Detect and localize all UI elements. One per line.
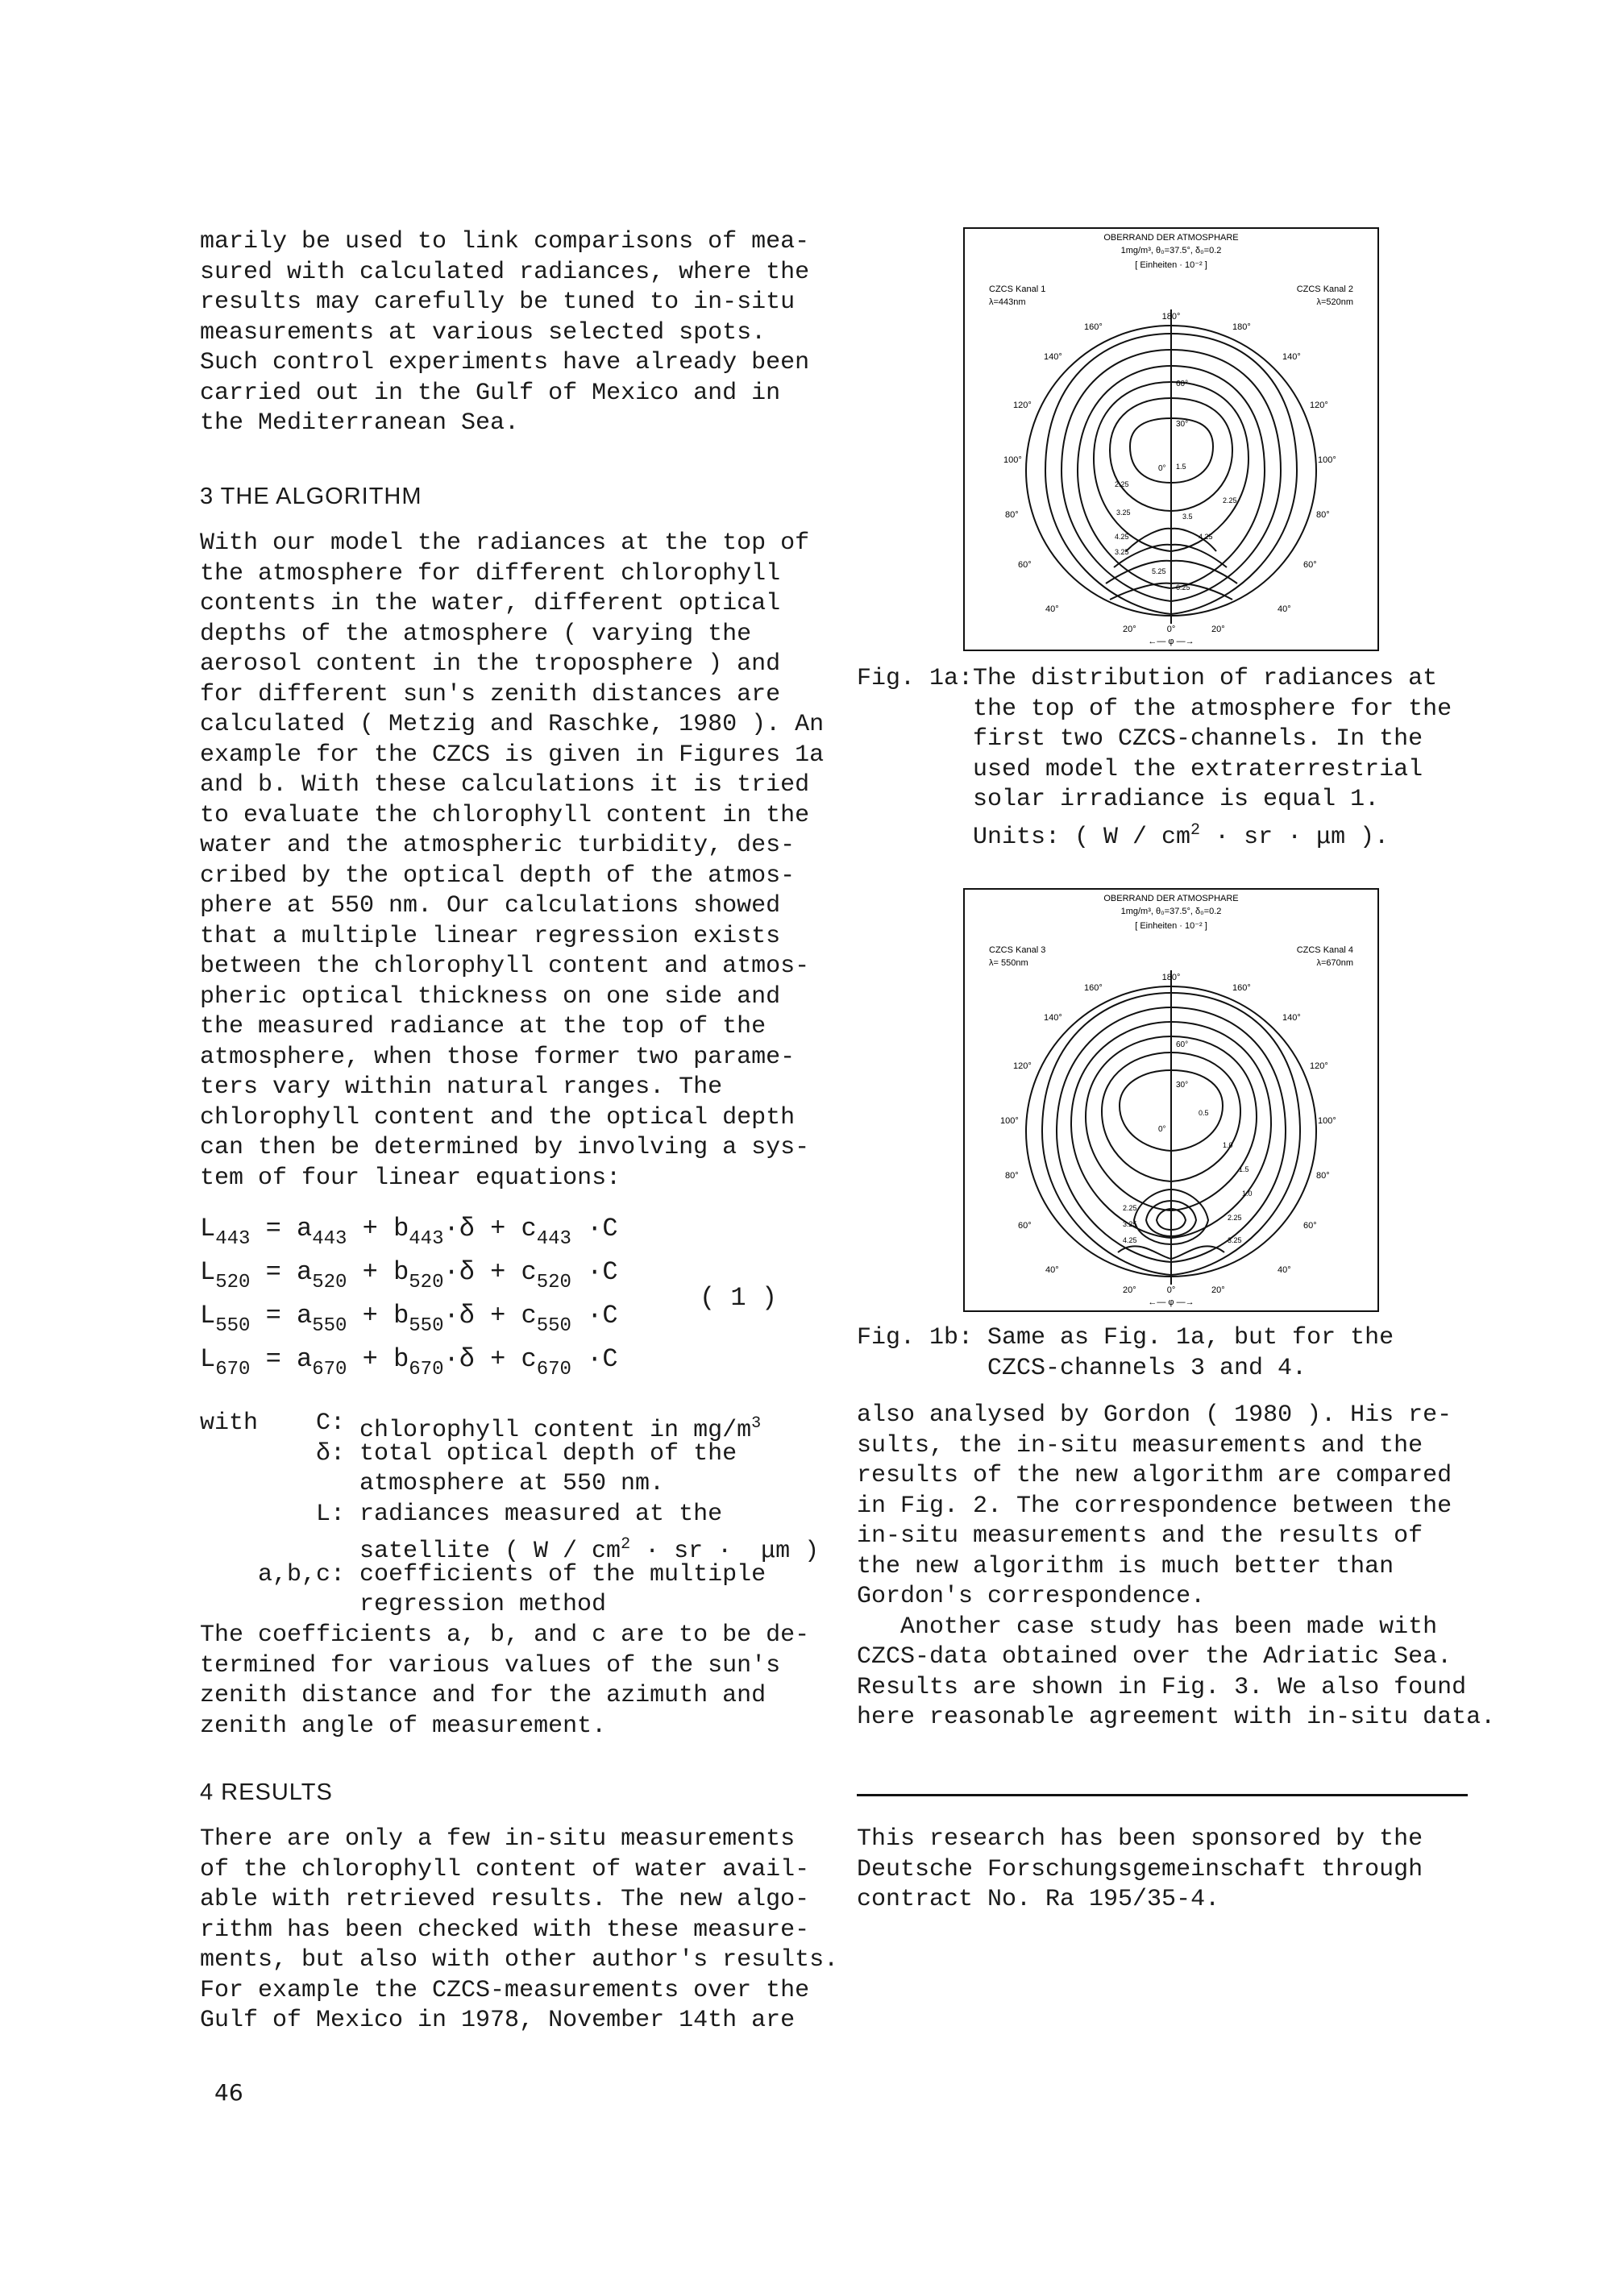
- section-4-heading: 4 RESULTS: [200, 1779, 333, 1805]
- fig1b-axis-marker: ←— φ —→: [1148, 1297, 1194, 1307]
- eq-c-subscript: 670: [536, 1359, 571, 1381]
- def-text-delta: total optical depth of the: [359, 1439, 737, 1468]
- section-3-line: the measured radiance at the top of the: [200, 1013, 767, 1040]
- section-4-paragraph: [200, 1825, 839, 2037]
- fig1b-angle: 80°: [1005, 1171, 1019, 1181]
- fig1b-angle: 120°: [1013, 1061, 1032, 1071]
- intro-line: marily be used to link comparisons of mea-: [200, 228, 810, 255]
- fig1b-angle: 100°: [1000, 1116, 1019, 1126]
- fig-1a-caption-line: first two CZCS-channels. In the: [973, 725, 1423, 753]
- footnote-line: Deutsche Forschungsgemeinschaft through: [857, 1855, 1423, 1883]
- section-3-line: depths of the atmosphere ( varying the: [200, 620, 752, 648]
- footnote-rule: [857, 1794, 1468, 1796]
- eq-op: +: [347, 1257, 394, 1287]
- coefficients-paragraph: [200, 1621, 821, 1742]
- coefficients-line: termined for various values of the sun's: [200, 1651, 781, 1679]
- fig1b-angle: 60°: [1303, 1221, 1317, 1231]
- eq-op: ·C: [571, 1344, 618, 1374]
- eq-a-subscript: 550: [312, 1315, 347, 1337]
- section-4-line: For example the CZCS-measurements over the: [200, 1976, 810, 2004]
- section-3-line: chlorophyll content and the optical depth: [200, 1103, 796, 1131]
- fig1a-angle: 80°: [1316, 510, 1330, 520]
- eq-c-subscript: 520: [536, 1272, 571, 1293]
- eq-b: b: [393, 1257, 409, 1287]
- section-3-line: to evaluate the chlorophyll content in the: [200, 801, 810, 829]
- fig1a-inner-angle: 60°: [1176, 380, 1189, 388]
- def-key-c: C:: [316, 1410, 346, 1437]
- fig1b-contour-label: 1.5: [1239, 1165, 1249, 1173]
- section-4-line: ments, but also with other author's results.: [200, 1946, 839, 1974]
- fig-1a-caption-line: the top of the atmosphere for the: [973, 695, 1452, 723]
- fig1a-angle: 60°: [1303, 560, 1317, 570]
- fig-1a-caption-text: [973, 664, 1452, 816]
- fig1b-inner-angle: 0°: [1158, 1125, 1166, 1134]
- section-3-line: pheric optical thickness on one side and: [200, 982, 781, 1011]
- footnote-line: This research has been sponsored by the: [857, 1825, 1423, 1853]
- fig1b-angle: 0°: [1166, 1285, 1176, 1295]
- fig1a-angle: 100°: [1318, 455, 1336, 465]
- section-3-line: phere at 550 nm. Our calculations showed: [200, 892, 781, 920]
- fig1b-angle: 120°: [1310, 1061, 1328, 1071]
- eq-a-subscript: 670: [312, 1359, 347, 1381]
- eq-b: b: [393, 1214, 409, 1243]
- fig1a-contour-label: 1.5: [1176, 463, 1186, 471]
- fig1b-title-2: 1mg/m³, θ₀=37.5°, δ₀=0.2: [1120, 907, 1222, 916]
- fig1a-contour-label: 3.25: [1116, 509, 1131, 517]
- section-3-line: contents in the water, different optical: [200, 590, 781, 617]
- figure-1a-plot: [965, 229, 1377, 650]
- eq-c: c: [521, 1214, 537, 1243]
- fig1a-contour-label: 6.25: [1176, 583, 1190, 592]
- section-4-line: able with retrieved results. The new algo-: [200, 1886, 810, 1913]
- eq-L: L: [200, 1301, 216, 1331]
- eq-op: ·δ +: [443, 1214, 521, 1243]
- eq-c: c: [521, 1257, 537, 1287]
- section-3-line: example for the CZCS is given in Figures 1a: [200, 741, 825, 769]
- fig1a-angle: 140°: [1044, 352, 1062, 362]
- eq-a: a: [297, 1257, 313, 1287]
- right-column-line: in Fig. 2. The correspondence between the: [857, 1492, 1452, 1520]
- fig1b-angle: 140°: [1044, 1013, 1062, 1023]
- fig1b-contour-label: 1.0: [1242, 1190, 1253, 1198]
- section-3-line: water and the atmospheric turbidity, des-: [200, 832, 796, 859]
- eq-a: a: [297, 1214, 313, 1243]
- section-3-line: that a multiple linear regression exists: [200, 922, 781, 950]
- eq-op: =: [250, 1301, 297, 1331]
- fig1a-title-2: 1mg/m³, θ₀=37.5°, δ₀=0.2: [1120, 246, 1222, 255]
- eq-op: ·C: [571, 1301, 618, 1331]
- right-column-line: sults, the in-situ measurements and the: [857, 1431, 1423, 1459]
- eq-c-subscript: 443: [536, 1228, 571, 1250]
- right-column-line: CZCS-data obtained over the Adriatic Sea.: [857, 1643, 1452, 1671]
- fig1b-right-channel: CZCS Kanal 4: [1296, 945, 1353, 955]
- fig1a-contour-label: 5.25: [1152, 567, 1166, 575]
- eq-op: =: [250, 1257, 297, 1287]
- fig1a-left-channel: CZCS Kanal 1: [989, 284, 1046, 294]
- fig1a-angle: 60°: [1018, 560, 1032, 570]
- def-text-abc: coefficients of the multiple: [359, 1560, 767, 1588]
- fig1b-angle: 40°: [1045, 1265, 1059, 1275]
- fig1b-contour-label: 3.25: [1123, 1220, 1137, 1228]
- eq-a: a: [297, 1301, 313, 1331]
- fig1b-left-wave: λ= 550nm: [989, 958, 1028, 968]
- section-3-line: aerosol content in the troposphere ) and: [200, 650, 781, 678]
- section-3-line: and b. With these calculations it is tried: [200, 771, 810, 799]
- fig1b-right-wave: λ=670nm: [1316, 958, 1353, 968]
- fig1a-contour-label: 2.25: [1115, 480, 1129, 488]
- eq-L: L: [200, 1257, 216, 1287]
- fig1a-right-wave: λ=520nm: [1316, 297, 1353, 307]
- right-column-line: Results are shown in Fig. 3. We also found: [857, 1673, 1467, 1701]
- footnote: [857, 1825, 1485, 1916]
- eq-a-subscript: 443: [312, 1228, 347, 1250]
- def-text-delta-2: atmosphere at 550 nm.: [359, 1470, 665, 1497]
- eq-a: a: [297, 1344, 313, 1374]
- fig1b-angle: 160°: [1084, 983, 1103, 993]
- eq-c: c: [521, 1344, 537, 1374]
- figure-1b: [963, 888, 1379, 1312]
- fig1b-angle: 160°: [1232, 983, 1251, 993]
- intro-line: the Mediterranean Sea.: [200, 409, 520, 437]
- right-column-line: here reasonable agreement with in-situ data.: [857, 1704, 1496, 1731]
- eq-c: c: [521, 1301, 537, 1331]
- coefficients-line: zenith distance and for the azimuth and: [200, 1682, 767, 1709]
- section-4-line: rithm has been checked with these measure-: [200, 1916, 810, 1944]
- equation-number: ( 1 ): [700, 1283, 778, 1313]
- footnote-line: contract No. Ra 195/35-4.: [857, 1886, 1220, 1913]
- eq-op: +: [347, 1214, 394, 1243]
- fig1a-title-3: [ Einheiten · 10⁻² ]: [1135, 260, 1207, 270]
- eq-L-subscript: 550: [215, 1315, 251, 1337]
- section-4-line: There are only a few in-situ measurements: [200, 1825, 796, 1853]
- intro-line: sured with calculated radiances, where the: [200, 258, 810, 286]
- fig1a-title-1: OBERRAND DER ATMOSPHARE: [1103, 233, 1239, 243]
- section-3-line: for different sun's zenith distances are: [200, 680, 781, 708]
- def-text-abc-2: regression method: [359, 1591, 607, 1618]
- eq-b-subscript: 550: [409, 1315, 444, 1337]
- eq-L: L: [200, 1344, 216, 1374]
- fig1a-contour-label: 3.25: [1115, 548, 1129, 556]
- intro-line: measurements at various selected spots.: [200, 318, 767, 347]
- fig1b-contour-label: 0.5: [1199, 1109, 1209, 1117]
- fig-1a-caption-line: solar irradiance is equal 1.: [973, 786, 1380, 813]
- right-column-line: in-situ measurements and the results of: [857, 1522, 1423, 1550]
- section-3-line: tem of four linear equations:: [200, 1164, 621, 1192]
- fig-1b-caption-label: Fig. 1b:: [857, 1324, 974, 1351]
- eq-op: =: [250, 1344, 297, 1374]
- fig1a-angle: 180°: [1232, 322, 1251, 332]
- eq-op: +: [347, 1301, 394, 1331]
- eq-b-subscript: 670: [409, 1359, 444, 1381]
- eq-c-subscript: 550: [536, 1315, 571, 1337]
- eq-a-subscript: 520: [312, 1272, 347, 1293]
- section-4-line: Gulf of Mexico in 1978, November 14th are: [200, 2007, 796, 2034]
- fig1a-angle: 20°: [1211, 625, 1225, 634]
- coefficients-line: zenith angle of measurement.: [200, 1712, 607, 1740]
- def-key-l: L:: [316, 1500, 346, 1528]
- def-key-abc: a,b,c:: [258, 1560, 346, 1588]
- fig1a-angle: 40°: [1278, 604, 1291, 614]
- fig-1b-caption-line-2: CZCS-channels 3 and 4.: [987, 1354, 1307, 1382]
- section-3-line: between the chlorophyll content and atmos-: [200, 953, 810, 980]
- with-label: with: [200, 1410, 259, 1437]
- right-column-line: also analysed by Gordon ( 1980 ). His re-: [857, 1401, 1452, 1429]
- eq-op: ·δ +: [443, 1301, 521, 1331]
- fig1a-axis-marker: ←— φ —→: [1148, 637, 1194, 646]
- eq-op: ·δ +: [443, 1344, 521, 1374]
- eq-b-subscript: 443: [409, 1228, 444, 1250]
- figure-1a: [963, 227, 1379, 651]
- fig1a-angle: 140°: [1282, 352, 1301, 362]
- fig1a-angle: 20°: [1123, 625, 1136, 634]
- eq-b: b: [393, 1344, 409, 1374]
- fig1b-angle: 140°: [1282, 1013, 1301, 1023]
- fig1b-title-1: OBERRAND DER ATMOSPHARE: [1103, 894, 1239, 903]
- eq-b: b: [393, 1301, 409, 1331]
- right-column-text: [857, 1401, 1496, 1733]
- fig-1a-caption-line: used model the extraterrestrial: [973, 755, 1423, 783]
- eq-L-subscript: 670: [215, 1359, 251, 1381]
- coefficients-line: The coefficients a, b, and c are to be de-: [200, 1621, 810, 1649]
- figure-1b-plot: [965, 890, 1377, 1310]
- fig-1a-caption-line: The distribution of radiances at: [973, 665, 1438, 692]
- fig1b-title-3: [ Einheiten · 10⁻² ]: [1135, 921, 1207, 931]
- fig1b-angle: 180°: [1161, 973, 1181, 982]
- def-text-l: radiances measured at the: [359, 1500, 723, 1528]
- eq-op: +: [347, 1344, 394, 1374]
- fig1a-left-wave: λ=443nm: [989, 297, 1026, 307]
- eq-L: L: [200, 1214, 216, 1243]
- fig1a-angle: 0°: [1166, 625, 1176, 634]
- section-3-line: atmosphere, when those former two parame-: [200, 1043, 796, 1071]
- fig1a-right-channel: CZCS Kanal 2: [1296, 284, 1353, 294]
- def-text-l-2: satellite ( W / $cm^2$ · sr · μm ): [359, 1535, 820, 1565]
- fig1a-angle: 120°: [1013, 401, 1032, 410]
- fig1b-contour-label: 4.25: [1123, 1236, 1137, 1244]
- section-3-line: With our model the radiances at the top of: [200, 529, 810, 557]
- right-column-line: Gordon's correspondence.: [857, 1583, 1206, 1610]
- fig1b-angle: 60°: [1018, 1221, 1032, 1231]
- fig1b-angle: 40°: [1278, 1265, 1291, 1275]
- fig1a-inner-angle: 30°: [1176, 420, 1189, 429]
- fig1b-contour-label: 2.25: [1123, 1204, 1137, 1212]
- eq-op: =: [250, 1214, 297, 1243]
- fig1b-left-channel: CZCS Kanal 3: [989, 945, 1046, 955]
- section-3-paragraph: [200, 529, 825, 1194]
- fig-1b-caption-line-1: Same as Fig. 1a, but for the: [987, 1324, 1394, 1351]
- fig-1a-caption-label: Fig. 1a:: [857, 665, 974, 692]
- eq-b-subscript: 520: [409, 1272, 444, 1293]
- right-column-line: results of the new algorithm are compared: [857, 1462, 1452, 1489]
- fig1a-angle: 40°: [1045, 604, 1059, 614]
- fig1a-contour-label: 4.25: [1199, 533, 1213, 541]
- left-column-intro: [200, 227, 821, 439]
- section-3-heading: 3 THE ALGORITHM: [200, 484, 422, 509]
- fig1a-contour-label: 2.25: [1223, 496, 1237, 504]
- def-text-c: chlorophyll content in $mg/m^3$: [359, 1414, 762, 1444]
- fig1a-angle: 160°: [1084, 322, 1103, 332]
- section-3-line: can then be determined by involving a sys-: [200, 1134, 810, 1161]
- fig1b-angle: 20°: [1123, 1285, 1136, 1295]
- eq-op: ·δ +: [443, 1257, 521, 1287]
- section-3-line: ters vary within natural ranges. The: [200, 1073, 723, 1101]
- section-4-line: of the chlorophyll content of water avail-: [200, 1855, 810, 1883]
- intro-line: Such control experiments have already been: [200, 349, 810, 376]
- fig1b-angle: 20°: [1211, 1285, 1225, 1295]
- def-key-delta: δ:: [316, 1439, 346, 1468]
- fig1b-inner-angle: 30°: [1176, 1081, 1189, 1090]
- fig1b-contour-label: 3.25: [1228, 1236, 1242, 1244]
- intro-line: carried out in the Gulf of Mexico and in: [200, 379, 781, 407]
- fig1b-contour-label: 2.25: [1228, 1214, 1242, 1222]
- fig1a-contour-label: 4.25: [1115, 533, 1129, 541]
- fig1b-angle: 80°: [1316, 1171, 1330, 1181]
- section-3-line: the atmosphere for different chlorophyll: [200, 559, 781, 587]
- eq-L-subscript: 520: [215, 1272, 251, 1293]
- fig-1a-caption-units: Units: ( W / $cm^2$ · sr · μm ).: [973, 820, 1390, 851]
- section-3-line: cribed by the optical depth of the atmos-: [200, 862, 796, 890]
- intro-line: results may carefully be tuned to in-situ: [200, 289, 796, 316]
- fig1b-inner-angle: 60°: [1176, 1040, 1189, 1049]
- right-column-line: the new algorithm is much better than: [857, 1552, 1394, 1580]
- eq-op: ·C: [571, 1214, 618, 1243]
- right-column-line: Another case study has been made with: [857, 1613, 1438, 1641]
- fig1a-angle: 120°: [1310, 401, 1328, 410]
- fig1a-contour-label: 3.5: [1182, 513, 1193, 521]
- fig1a-inner-angle: 0°: [1158, 464, 1166, 473]
- fig1a-angle: 80°: [1005, 510, 1019, 520]
- fig1b-angle: 100°: [1318, 1116, 1336, 1126]
- eq-L-subscript: 443: [215, 1228, 251, 1250]
- page-number: 46: [214, 2079, 243, 2106]
- fig1a-angle: 180°: [1161, 312, 1181, 322]
- equation-row: [200, 1338, 618, 1392]
- fig1a-angle: 100°: [1003, 455, 1022, 465]
- eq-op: ·C: [571, 1257, 618, 1287]
- section-3-line: calculated ( Metzig and Raschke, 1980 ). An: [200, 711, 825, 738]
- fig1b-contour-label: 1.0: [1223, 1141, 1233, 1149]
